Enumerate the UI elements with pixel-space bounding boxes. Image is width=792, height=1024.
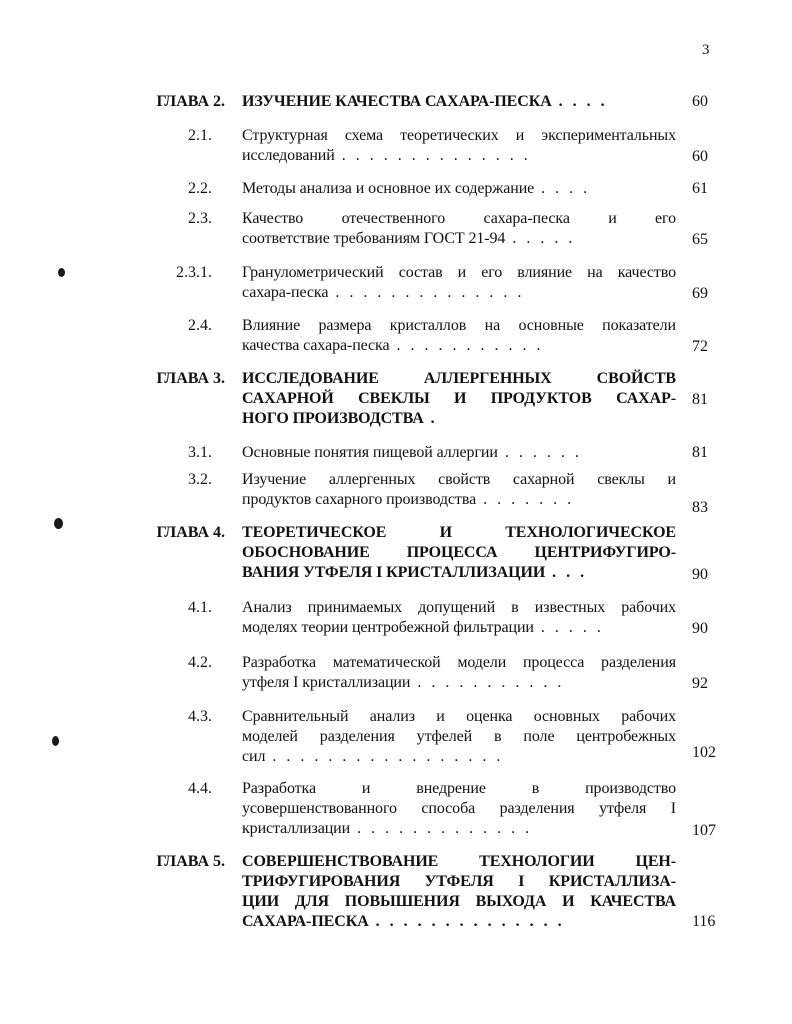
entry-title (242, 852, 676, 932)
entry-title-line: кристаллизации . . . . . . . . . . . . . (242, 820, 533, 837)
entry-title (242, 316, 676, 356)
dot-leader: . . . . . . . . . . . . . . (368, 913, 565, 930)
entry-number: 4.4. (188, 780, 212, 797)
entry-title (242, 179, 676, 199)
entry-title-line: продуктов сахарного производства . . . . . . . (242, 491, 575, 508)
entry-number: 3.1. (188, 444, 212, 461)
entry-number: 2.4. (188, 317, 212, 334)
dot-leader: . . . . (551, 93, 608, 110)
entry-number: 2.3. (188, 210, 212, 227)
entry-page-number: 90 (692, 620, 708, 637)
entry-page-number: 83 (692, 499, 708, 516)
dot-leader: . . . . . . . . . . . (410, 674, 565, 691)
entry-title (242, 263, 676, 303)
entry-title-line: сил . . . . . . . . . . . . . . . . . (242, 748, 504, 765)
entry-title-line: соответствие требованиям ГОСТ 21-94 . . . . . (242, 230, 576, 247)
entry-title (242, 707, 676, 767)
entry-title-line: ТРИФУГИРОВАНИЯ УТФЕЛЯ I КРИСТАЛЛИЗА- (242, 873, 676, 890)
dot-leader: . . . . . . . . . . . (389, 337, 544, 354)
dot-leader: . . . . . . . . . . . . . . (328, 284, 525, 301)
entry-title (242, 470, 676, 510)
entry-title-line: ТЕОРЕТИЧЕСКОЕ И ТЕХНОЛОГИЧЕСКОЕ (242, 524, 676, 541)
entry-title-line: Структурная схема теоретических и экспериментальных (242, 127, 676, 144)
entry-title-line: Качество отечественного сахара-песка и его (242, 210, 676, 227)
dot-leader: . . . . . (533, 619, 604, 636)
dot-leader: . . . . (534, 180, 591, 197)
entry-number: 4.1. (188, 599, 212, 616)
entry-title-line: ОБОСНОВАНИЕ ПРОЦЕССА ЦЕНТРИФУГИРО- (242, 544, 676, 561)
entry-number: ГЛАВА 4. (156, 524, 225, 541)
entry-title-line: САХАРНОЙ СВЕКЛЫ И ПРОДУКТОВ САХАР- (242, 390, 676, 407)
entry-title-line: моделей разделения утфелей в поле центробежных (242, 728, 676, 745)
entry-title-line: САХАРА-ПЕСКА . . . . . . . . . . . . . . (242, 913, 565, 930)
entry-page-number: 81 (692, 391, 708, 408)
entry-title-line: ИССЛЕДОВАНИЕ АЛЛЕРГЕННЫХ СВОЙСТВ (242, 370, 676, 387)
entry-title-line: Гранулометрический состав и его влияние на качество (242, 264, 676, 281)
scan-mark (58, 268, 65, 277)
entry-title-line: сахара-песка . . . . . . . . . . . . . . (242, 284, 525, 301)
entry-page-number: 90 (692, 566, 708, 583)
entry-page-number: 65 (692, 231, 708, 248)
entry-title-line: НОГО ПРОИЗВОДСТВА . (242, 410, 438, 427)
entry-title (242, 443, 676, 463)
entry-title (242, 779, 676, 839)
entry-number: 4.3. (188, 708, 212, 725)
entry-title (242, 126, 676, 166)
entry-title-line: моделях теории центробежной фильтрации . . . . . (242, 619, 604, 636)
entry-title-line: Анализ принимаемых допущений в известных рабочих (242, 599, 676, 616)
entry-page-number: 69 (692, 285, 708, 302)
scan-mark (52, 736, 59, 746)
entry-number: 3.2. (188, 471, 212, 488)
entry-page-number: 61 (692, 180, 708, 197)
entry-title-line: СОВЕРШЕНСТВОВАНИЕ ТЕХНОЛОГИИ ЦЕН- (242, 853, 676, 870)
dot-leader: . . . . . . . . . . . . . (350, 820, 533, 837)
entry-number: ГЛАВА 5. (156, 853, 225, 870)
entry-title (242, 209, 676, 249)
entry-title-line: Сравнительный анализ и оценка основных рабочих (242, 708, 676, 725)
entry-title (242, 369, 676, 429)
dot-leader: . . . . . (505, 230, 576, 247)
entry-title (242, 523, 676, 583)
entry-title-line: Влияние размера кристаллов на основные показатели (242, 317, 676, 334)
entry-number: 4.2. (188, 654, 212, 671)
entry-title (242, 598, 676, 638)
entry-page-number: 107 (692, 822, 716, 839)
page-number: 3 (702, 42, 710, 58)
entry-page-number: 72 (692, 338, 708, 355)
entry-title-line: Методы анализа и основное их содержание . . . . (242, 180, 591, 197)
entry-title-line: ЦИИ ДЛЯ ПОВЫШЕНИЯ ВЫХОДА И КАЧЕСТВА (242, 893, 676, 910)
scan-mark (54, 518, 63, 529)
entry-page-number: 60 (692, 93, 708, 110)
entry-number: 2.2. (188, 180, 212, 197)
dot-leader: . . . . . . (497, 444, 582, 461)
entry-title-line: утфеля I кристаллизации . . . . . . . . . . . (242, 674, 565, 691)
entry-page-number: 116 (692, 913, 716, 930)
entry-title (242, 653, 676, 693)
entry-title (242, 92, 676, 112)
entry-title-line: исследований . . . . . . . . . . . . . . (242, 147, 531, 164)
entry-title-line: Основные понятия пищевой аллергии . . . . . . (242, 444, 582, 461)
entry-page-number: 92 (692, 675, 708, 692)
entry-title-line: усовершенствованного способа разделения утфеля I (242, 800, 676, 817)
entry-title-line: Разработка и внедрение в производство (242, 780, 676, 797)
entry-number: ГЛАВА 2. (156, 93, 225, 110)
entry-number: 2.1. (188, 127, 212, 144)
entry-page-number: 60 (692, 148, 708, 165)
dot-leader: . . . . . . . . . . . . . . (334, 147, 531, 164)
entry-title-line: Изучение аллергенных свойств сахарной свеклы и (242, 471, 676, 488)
entry-title-line: ВАНИЯ УТФЕЛЯ I КРИСТАЛЛИЗАЦИИ . . . (242, 564, 588, 581)
entry-page-number: 81 (692, 444, 708, 461)
dot-leader: . . . (545, 564, 588, 581)
dot-leader: . . . . . . . (476, 491, 575, 508)
entry-title-line: ИЗУЧЕНИЕ КАЧЕСТВА САХАРА-ПЕСКА . . . . (242, 93, 608, 110)
dot-leader: . (423, 410, 438, 427)
entry-page-number: 102 (692, 744, 716, 761)
entry-number: 2.3.1. (176, 264, 212, 281)
dot-leader: . . . . . . . . . . . . . . . . . (265, 748, 504, 765)
entry-title-line: качества сахара-песка . . . . . . . . . . . (242, 337, 544, 354)
entry-number: ГЛАВА 3. (156, 370, 225, 387)
entry-title-line: Разработка математической модели процесса разделения (242, 654, 676, 671)
